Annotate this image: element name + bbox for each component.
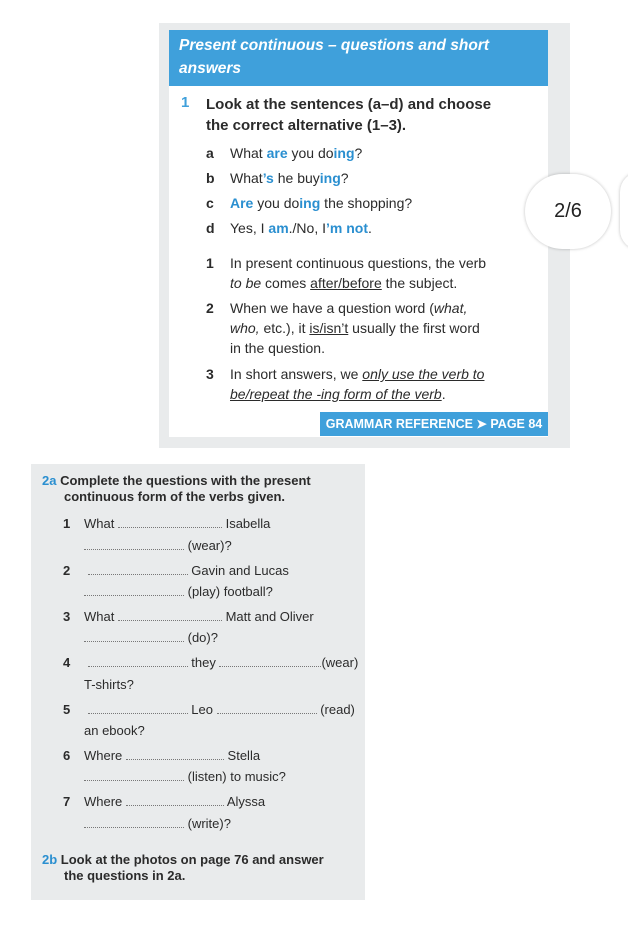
sentence-label: d — [206, 220, 215, 236]
answer-blank[interactable] — [84, 537, 184, 550]
text: In present continuous questions, the verb — [230, 255, 487, 271]
text: usually the first word — [348, 320, 480, 336]
sentence-d — [206, 218, 372, 238]
rule-2 — [206, 298, 541, 358]
highlight: ing — [319, 170, 341, 186]
task-text-line2: the correct alternative (1–3). — [206, 117, 407, 134]
text: ./No, I — [288, 220, 326, 236]
question-4 — [63, 654, 358, 672]
question-number: 7 — [63, 794, 71, 809]
rule-number: 3 — [206, 366, 214, 382]
text: they — [191, 655, 216, 670]
text: (read) — [320, 702, 355, 717]
text: (do)? — [187, 630, 218, 645]
text: what, — [433, 300, 468, 316]
answer-blank[interactable] — [88, 562, 188, 575]
question-number: 6 — [63, 748, 71, 763]
answer-blank[interactable] — [88, 701, 188, 714]
sentence-label: a — [206, 145, 214, 161]
question-7-line2 — [84, 815, 231, 833]
text: (write)? — [187, 816, 231, 831]
question-5 — [63, 701, 355, 719]
exercise-2a-instructions — [42, 473, 357, 505]
answer-blank[interactable] — [88, 654, 188, 667]
text: ? — [354, 145, 363, 161]
highlight: am — [268, 220, 289, 236]
highlight: ing — [299, 195, 321, 211]
text: Stella — [227, 748, 261, 763]
text: What — [230, 170, 263, 186]
text: (play) football? — [187, 584, 273, 599]
text: (wear) — [321, 655, 359, 670]
exercise-number: 2b — [42, 852, 58, 867]
grammar-reference-link[interactable]: GRAMMAR REFERENCE ➤ PAGE 84 — [320, 412, 548, 436]
exercise-number: 2a — [42, 473, 57, 488]
text: ? — [340, 170, 349, 186]
answer-blank[interactable] — [84, 629, 184, 642]
task-text-line1: Look at the sentences (a–d) and choose — [206, 96, 492, 113]
answer-blank[interactable] — [84, 815, 184, 828]
question-5-line2: an ebook? — [84, 723, 145, 738]
next-page-button[interactable] — [620, 172, 628, 250]
text: the questions in 2a. — [64, 868, 186, 883]
sentence-c — [206, 193, 412, 213]
question-number: 5 — [63, 702, 71, 717]
rule-number: 2 — [206, 300, 214, 316]
text: Alyssa — [226, 794, 266, 809]
text: comes — [261, 275, 311, 291]
page-indicator: 2/6 — [525, 174, 611, 249]
exercise-2b-instructions — [42, 852, 362, 884]
task-number: 1 — [181, 94, 190, 111]
text: Leo — [191, 702, 213, 717]
text: you do — [253, 195, 300, 211]
answer-blank[interactable] — [126, 747, 224, 760]
question-3-line2 — [84, 629, 218, 647]
rule-1 — [206, 253, 541, 293]
text: (listen) to music? — [187, 769, 286, 784]
grammar-title-line2: answers — [179, 60, 242, 77]
text: What — [84, 609, 115, 624]
text: you do — [287, 145, 334, 161]
question-6-line2 — [84, 768, 286, 786]
task-text — [206, 94, 546, 136]
answer-blank[interactable] — [84, 583, 184, 596]
text: Yes, I — [230, 220, 269, 236]
question-7 — [63, 793, 265, 811]
answer-blank[interactable] — [219, 654, 321, 667]
question-number: 4 — [63, 655, 71, 670]
question-3 — [63, 608, 314, 626]
grammar-title — [169, 30, 548, 86]
grammar-title-line1: Present continuous – questions and short — [179, 37, 490, 54]
text: Look at the photos on page 76 and answer — [60, 852, 324, 867]
sentence-label: c — [206, 195, 214, 211]
answer-blank[interactable] — [84, 768, 184, 781]
text: Where — [84, 748, 123, 763]
question-2 — [63, 562, 289, 580]
text: Isabella — [225, 516, 271, 531]
sentence-a — [206, 143, 362, 163]
question-2-line2 — [84, 583, 273, 601]
highlight: ’m not — [326, 220, 368, 236]
text: Complete the questions with the present — [60, 473, 311, 488]
text: the shopping? — [320, 195, 413, 211]
answer-blank[interactable] — [217, 701, 317, 714]
text: Where — [84, 794, 123, 809]
alternative: be/repeat the -ing form of the verb — [230, 386, 442, 402]
question-1 — [63, 515, 270, 533]
text: (wear)? — [187, 538, 232, 553]
highlight: Are — [230, 195, 254, 211]
text: in the question. — [230, 340, 325, 356]
rule-number: 1 — [206, 255, 214, 271]
highlight: are — [266, 145, 288, 161]
text: What — [230, 145, 267, 161]
answer-blank[interactable] — [118, 608, 222, 621]
question-1-line2 — [84, 537, 232, 555]
rule-3 — [206, 364, 541, 404]
question-number: 2 — [63, 563, 71, 578]
text: Matt and Oliver — [225, 609, 314, 624]
highlight: ing — [333, 145, 355, 161]
question-number: 3 — [63, 609, 71, 624]
text: In short answers, we — [230, 366, 363, 382]
text: . — [368, 220, 372, 236]
text: When we have a question word ( — [230, 300, 434, 316]
sentence-label: b — [206, 170, 215, 186]
text: etc.), it — [259, 320, 310, 336]
question-4-line2: T-shirts? — [84, 677, 134, 692]
sentence-b — [206, 168, 349, 188]
answer-blank[interactable] — [118, 515, 222, 528]
text: . — [441, 386, 446, 402]
alternative: only use the verb to — [362, 366, 485, 382]
alternative: after/before — [310, 275, 382, 291]
question-6 — [63, 747, 260, 765]
highlight: ’s — [262, 170, 274, 186]
text: who, — [230, 320, 260, 336]
text: to be — [230, 275, 262, 291]
text: Gavin and Lucas — [191, 563, 289, 578]
text: continuous form of the verbs given. — [64, 489, 286, 504]
text: he buy — [273, 170, 320, 186]
answer-blank[interactable] — [126, 793, 224, 806]
question-number: 1 — [63, 516, 71, 531]
text: the subject. — [381, 275, 458, 291]
text: What — [84, 516, 115, 531]
alternative: is/isn’t — [309, 320, 349, 336]
